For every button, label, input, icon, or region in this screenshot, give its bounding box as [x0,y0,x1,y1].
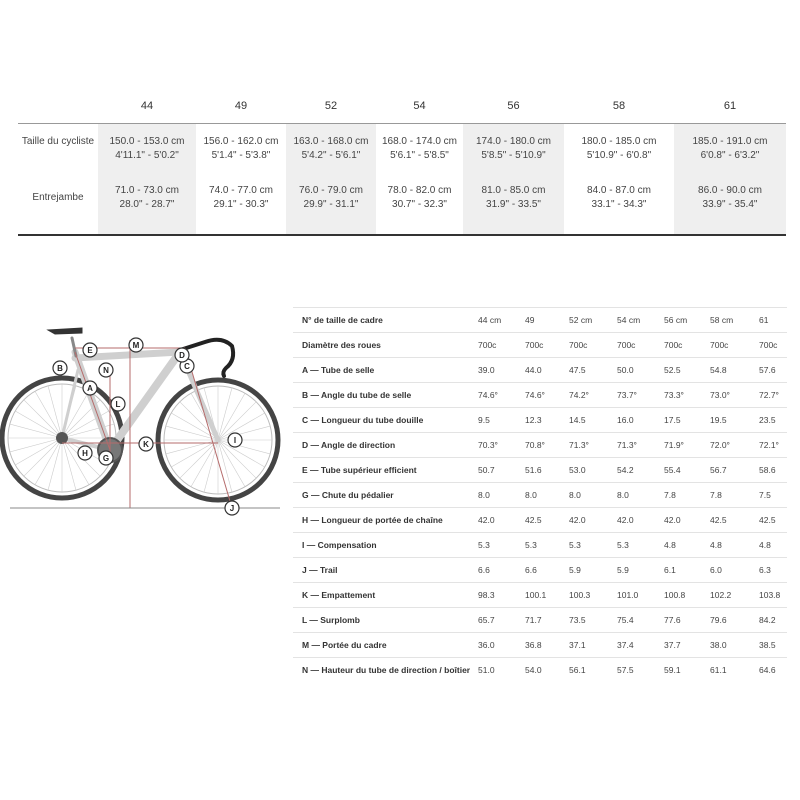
geometry-value: 52.5 [664,365,681,375]
geometry-value: 74.6° [525,390,545,400]
geometry-row [293,307,787,333]
size-cell [98,135,196,163]
size-cell [463,135,564,163]
geometry-row [293,507,787,533]
marker-label: A [87,384,93,393]
size-cell-line: 5'8.5" - 5'10.9" [481,150,546,161]
size-header: 52 [324,100,338,112]
marker-label: C [184,362,190,371]
geometry-value: 100.3 [569,590,591,600]
wheel-spoke [218,393,245,440]
geometry-value: 7.8 [710,490,722,500]
size-cell-line: 5'1.4" - 5'3.8" [211,150,271,161]
geometry-value: 6.6 [478,565,490,575]
bike-geometry-diagram [0,310,290,520]
geometry-row-label: L — Surplomb [302,615,360,625]
geometry-value: 73.3° [664,390,684,400]
size-cell [376,135,463,163]
geometry-row-label: A — Tube de selle [302,365,375,375]
geometry-row-label: E — Tube supérieur efficient [302,465,417,475]
geometry-value: 6.6 [525,565,537,575]
geometry-value: 42.5 [710,515,727,525]
marker-label: D [179,351,185,360]
geometry-value: 5.3 [617,540,629,550]
geometry-value: 50.0 [617,365,634,375]
geometry-value: 61.1 [710,665,727,675]
size-header: 56 [507,100,520,112]
geometry-value: 7.5 [759,490,771,500]
size-cell [196,135,286,163]
geometry-row [293,557,787,583]
marker-label: M [132,341,140,350]
geometry-value: 54.8 [710,365,727,375]
wheel-spoke [24,438,62,476]
geometry-value: 42.0 [617,515,634,525]
marker-label: K [143,440,149,449]
geometry-row [293,657,787,683]
geometry-value: 19.5 [710,415,727,425]
size-cell-line: 156.0 - 162.0 cm [203,136,279,147]
geometry-value: 38.0 [710,640,727,650]
geometry-value: 5.3 [569,540,581,550]
geometry-row [293,457,787,483]
geometry-value: 39.0 [478,365,495,375]
marker-j [225,501,239,515]
wheel-spoke [218,440,270,454]
geometry-value: 37.1 [569,640,586,650]
geometry-value: 72.1° [759,440,779,450]
geometry-value: 42.0 [478,515,495,525]
geometry-value: 17.5 [664,415,681,425]
geometry-lines [10,340,280,508]
marker-a [83,381,97,395]
geometry-row-label: B — Angle du tube de selle [302,390,412,400]
geometry-value: 50.7 [478,465,495,475]
geometry-value: 23.5 [759,415,776,425]
geometry-value: 700c [617,340,636,350]
size-cell [196,184,286,212]
size-cell [98,184,196,212]
geometry-value: 51.6 [525,465,542,475]
geometry-value: 74.6° [478,390,498,400]
geometry-value: 4.8 [759,540,771,550]
wheel-spoke [35,391,62,438]
marker-label: H [82,449,88,458]
geometry-value: 52 cm [569,315,593,325]
geometry-value: 36.8 [525,640,542,650]
geometry-value: 42.5 [525,515,542,525]
geometry-value: 5.9 [617,565,629,575]
geometry-row [293,382,787,408]
geometry-value: 56.1 [569,665,586,675]
geometry-value: 57.5 [617,665,634,675]
geometry-value: 700c [664,340,683,350]
wheel-spoke [171,440,218,467]
geometry-value: 72.7° [759,390,779,400]
geometry-value: 75.4 [617,615,634,625]
marker-e [83,343,97,357]
geometry-value: 100.8 [664,590,686,600]
geometry-value: 8.0 [617,490,629,500]
geometry-value: 9.5 [478,415,490,425]
size-cell-line: 78.0 - 82.0 cm [387,185,452,196]
geometry-value: 700c [478,340,497,350]
geometry-value: 42.0 [569,515,586,525]
geometry-value: 38.5 [759,640,776,650]
geometry-value: 79.6 [710,615,727,625]
geometry-row [293,407,787,433]
geometry-row [293,582,787,608]
geometry-value: 71.7 [525,615,542,625]
table-rule [18,123,786,124]
geometry-value: 54 cm [617,315,641,325]
marker-label: J [229,504,235,513]
marker-k [139,437,153,451]
geometry-value: 4.8 [664,540,676,550]
geometry-row [293,332,787,358]
size-row-label: Entrejambe [32,192,84,203]
geometry-value: 44.0 [525,365,542,375]
wheel-spoke [15,438,62,465]
marker-label: E [87,346,93,355]
geometry-value: 58.6 [759,465,776,475]
geometry-value: 58 cm [710,315,734,325]
wheel-spoke [10,438,62,452]
geometry-row [293,607,787,633]
geometry-value: 55.4 [664,465,681,475]
geometry-value: 37.4 [617,640,634,650]
geometry-row-label: K — Empattement [302,590,376,600]
marker-label: N [103,366,109,375]
size-cell-line: 6'0.8" - 6'3.2" [700,150,760,161]
size-header: 49 [234,100,248,112]
geometry-value: 103.8 [759,590,781,600]
size-cell-line: 29.1" - 30.3" [213,199,269,210]
geometry-value: 6.1 [664,565,676,575]
wheel-spoke [62,438,76,490]
geometry-row-label: M — Portée du cadre [302,640,387,650]
geometry-value: 73.0° [710,390,730,400]
wheel-spoke [48,438,62,490]
geometry-value: 5.3 [525,540,537,550]
geometry-row [293,532,787,558]
geometry-row-label: J — Trail [302,565,338,575]
size-cell-line: 150.0 - 153.0 cm [109,136,185,147]
geometry-value: 8.0 [569,490,581,500]
wheel-spoke [180,440,218,478]
geometry-value: 73.5 [569,615,586,625]
geometry-row-label: N — Hauteur du tube de direction / boîtier [302,665,471,675]
size-header: 54 [413,100,426,112]
size-cell [564,184,674,212]
geometry-value: 70.3° [478,440,498,450]
geometry-row-label: D — Angle de direction [302,440,396,450]
marker-i [228,433,242,447]
geometry-row-label: N° de taille de cadre [302,315,383,325]
geometry-value: 98.3 [478,590,495,600]
size-cell-line: 28.0" - 28.7" [119,199,175,210]
marker-h [78,446,92,460]
geometry-value: 6.3 [759,565,771,575]
size-cell [463,184,564,212]
geometry-value: 54.2 [617,465,634,475]
marker-b [53,361,67,375]
geometry-row-label: I — Compensation [302,540,377,550]
wheel-spoke [10,424,62,438]
size-cell-line: 81.0 - 85.0 cm [481,185,546,196]
geometry-value: 16.0 [617,415,634,425]
geometry-value: 7.8 [664,490,676,500]
geometry-row-label: C — Longueur du tube douille [302,415,424,425]
geometry-value: 49 [525,315,535,325]
geometry-value: 100.1 [525,590,547,600]
size-cell-line: 30.7" - 32.3" [392,199,447,210]
geometry-value: 44 cm [478,315,502,325]
geometry-value: 54.0 [525,665,542,675]
geometry-row-label: H — Longueur de portée de chaîne [302,515,443,525]
geometry-value: 14.5 [569,415,586,425]
geometry-value: 53.0 [569,465,586,475]
size-cell-line: 74.0 - 77.0 cm [209,185,273,196]
geometry-value: 84.2 [759,615,776,625]
geometry-value: 47.5 [569,365,586,375]
geometry-value: 4.8 [710,540,722,550]
geometry-value: 5.9 [569,565,581,575]
size-cell-line: 163.0 - 168.0 cm [293,136,369,147]
geometry-value: 73.7° [617,390,637,400]
geometry-value: 56 cm [664,315,688,325]
size-row-label: Taille du cycliste [21,136,95,147]
geometry-value: 77.6 [664,615,681,625]
geometry-row [293,432,787,458]
geometry-value: 59.1 [664,665,681,675]
size-cell-line: 5'6.1" - 5'8.5" [390,150,449,161]
wheel-spoke [15,411,62,438]
size-cell-line: 86.0 - 90.0 cm [698,185,762,196]
geometry-value: 700c [710,340,729,350]
size-cell-line: 185.0 - 191.0 cm [692,136,768,147]
geometry-value: 72.0° [710,440,730,450]
geometry-row-label: G — Chute du pédalier [302,490,394,500]
geometry-value: 5.3 [478,540,490,550]
geometry-row [293,632,787,658]
geometry-value: 61 [759,315,769,325]
size-cell [376,184,463,212]
geometry-value: 64.6 [759,665,776,675]
marker-label: L [115,400,121,409]
size-cell-line: 4'11.1" - 5'0.2" [115,150,179,161]
marker-g [99,451,113,465]
size-cell [674,135,786,163]
geometry-value: 42.5 [759,515,776,525]
size-cell-line: 5'10.9" - 6'0.8" [586,150,652,161]
geometry-value: 8.0 [525,490,537,500]
geometry-value: 6.0 [710,565,722,575]
marker-l [111,397,125,411]
geometry-value: 12.3 [525,415,542,425]
wheel-spoke [166,440,218,454]
geometry-value: 71.3° [569,440,589,450]
geometry-value: 8.0 [478,490,490,500]
size-cell-line: 76.0 - 79.0 cm [299,185,363,196]
size-cell [286,135,376,163]
size-header: 61 [723,100,737,112]
geometry-row-label: Diamètre des roues [302,340,381,350]
wheel-spoke [218,440,245,487]
geometry-value: 700c [569,340,588,350]
geometry-value: 65.7 [478,615,495,625]
wheel-spoke [48,386,62,438]
size-cell-line: 33.9" - 35.4" [702,199,758,210]
geometry-value: 700c [759,340,778,350]
geometry-value: 71.9° [664,440,684,450]
geometry-value: 56.7 [710,465,727,475]
size-cell [564,135,674,163]
geometry-value: 70.8° [525,440,545,450]
size-header: 44 [140,100,154,112]
geometry-value: 37.7 [664,640,681,650]
marker-label: B [57,364,63,373]
geometry-value: 700c [525,340,544,350]
marker-label: G [102,454,110,463]
marker-m [129,338,143,352]
wheel-spoke [218,426,270,440]
size-cell-line: 84.0 - 87.0 cm [587,185,651,196]
size-cell-line: 5'4.2" - 5'6.1" [301,150,361,161]
geometry-value: 102.2 [710,590,732,600]
wheel-spoke [35,438,62,485]
table-rule [18,234,786,236]
wheel-spoke [24,400,62,438]
size-cell-line: 71.0 - 73.0 cm [115,185,179,196]
size-cell-line: 174.0 - 180.0 cm [475,136,552,147]
size-cell-line: 33.1" - 34.3" [591,199,647,210]
geometry-value: 57.6 [759,365,776,375]
wheel-spoke [204,440,218,492]
size-cell-line: 180.0 - 185.0 cm [581,136,657,147]
geometry-row [293,357,787,383]
geometry-value: 101.0 [617,590,639,600]
wheel-spoke [218,388,232,440]
geometry-value: 74.2° [569,390,589,400]
size-cell-line: 31.9" - 33.5" [486,199,541,210]
geometry-value: 51.0 [478,665,495,675]
geometry-row [293,482,787,508]
size-header: 58 [612,100,626,112]
geometry-value: 71.3° [617,440,637,450]
geometry-value: 36.0 [478,640,495,650]
marker-label: I [233,436,237,445]
size-cell-line: 168.0 - 174.0 cm [381,136,458,147]
size-cell-line: 29.9" - 31.1" [303,199,359,210]
size-cell [674,184,786,212]
size-cell [286,184,376,212]
geometry-value: 42.0 [664,515,681,525]
marker-d [175,348,189,362]
marker-n [99,363,113,377]
